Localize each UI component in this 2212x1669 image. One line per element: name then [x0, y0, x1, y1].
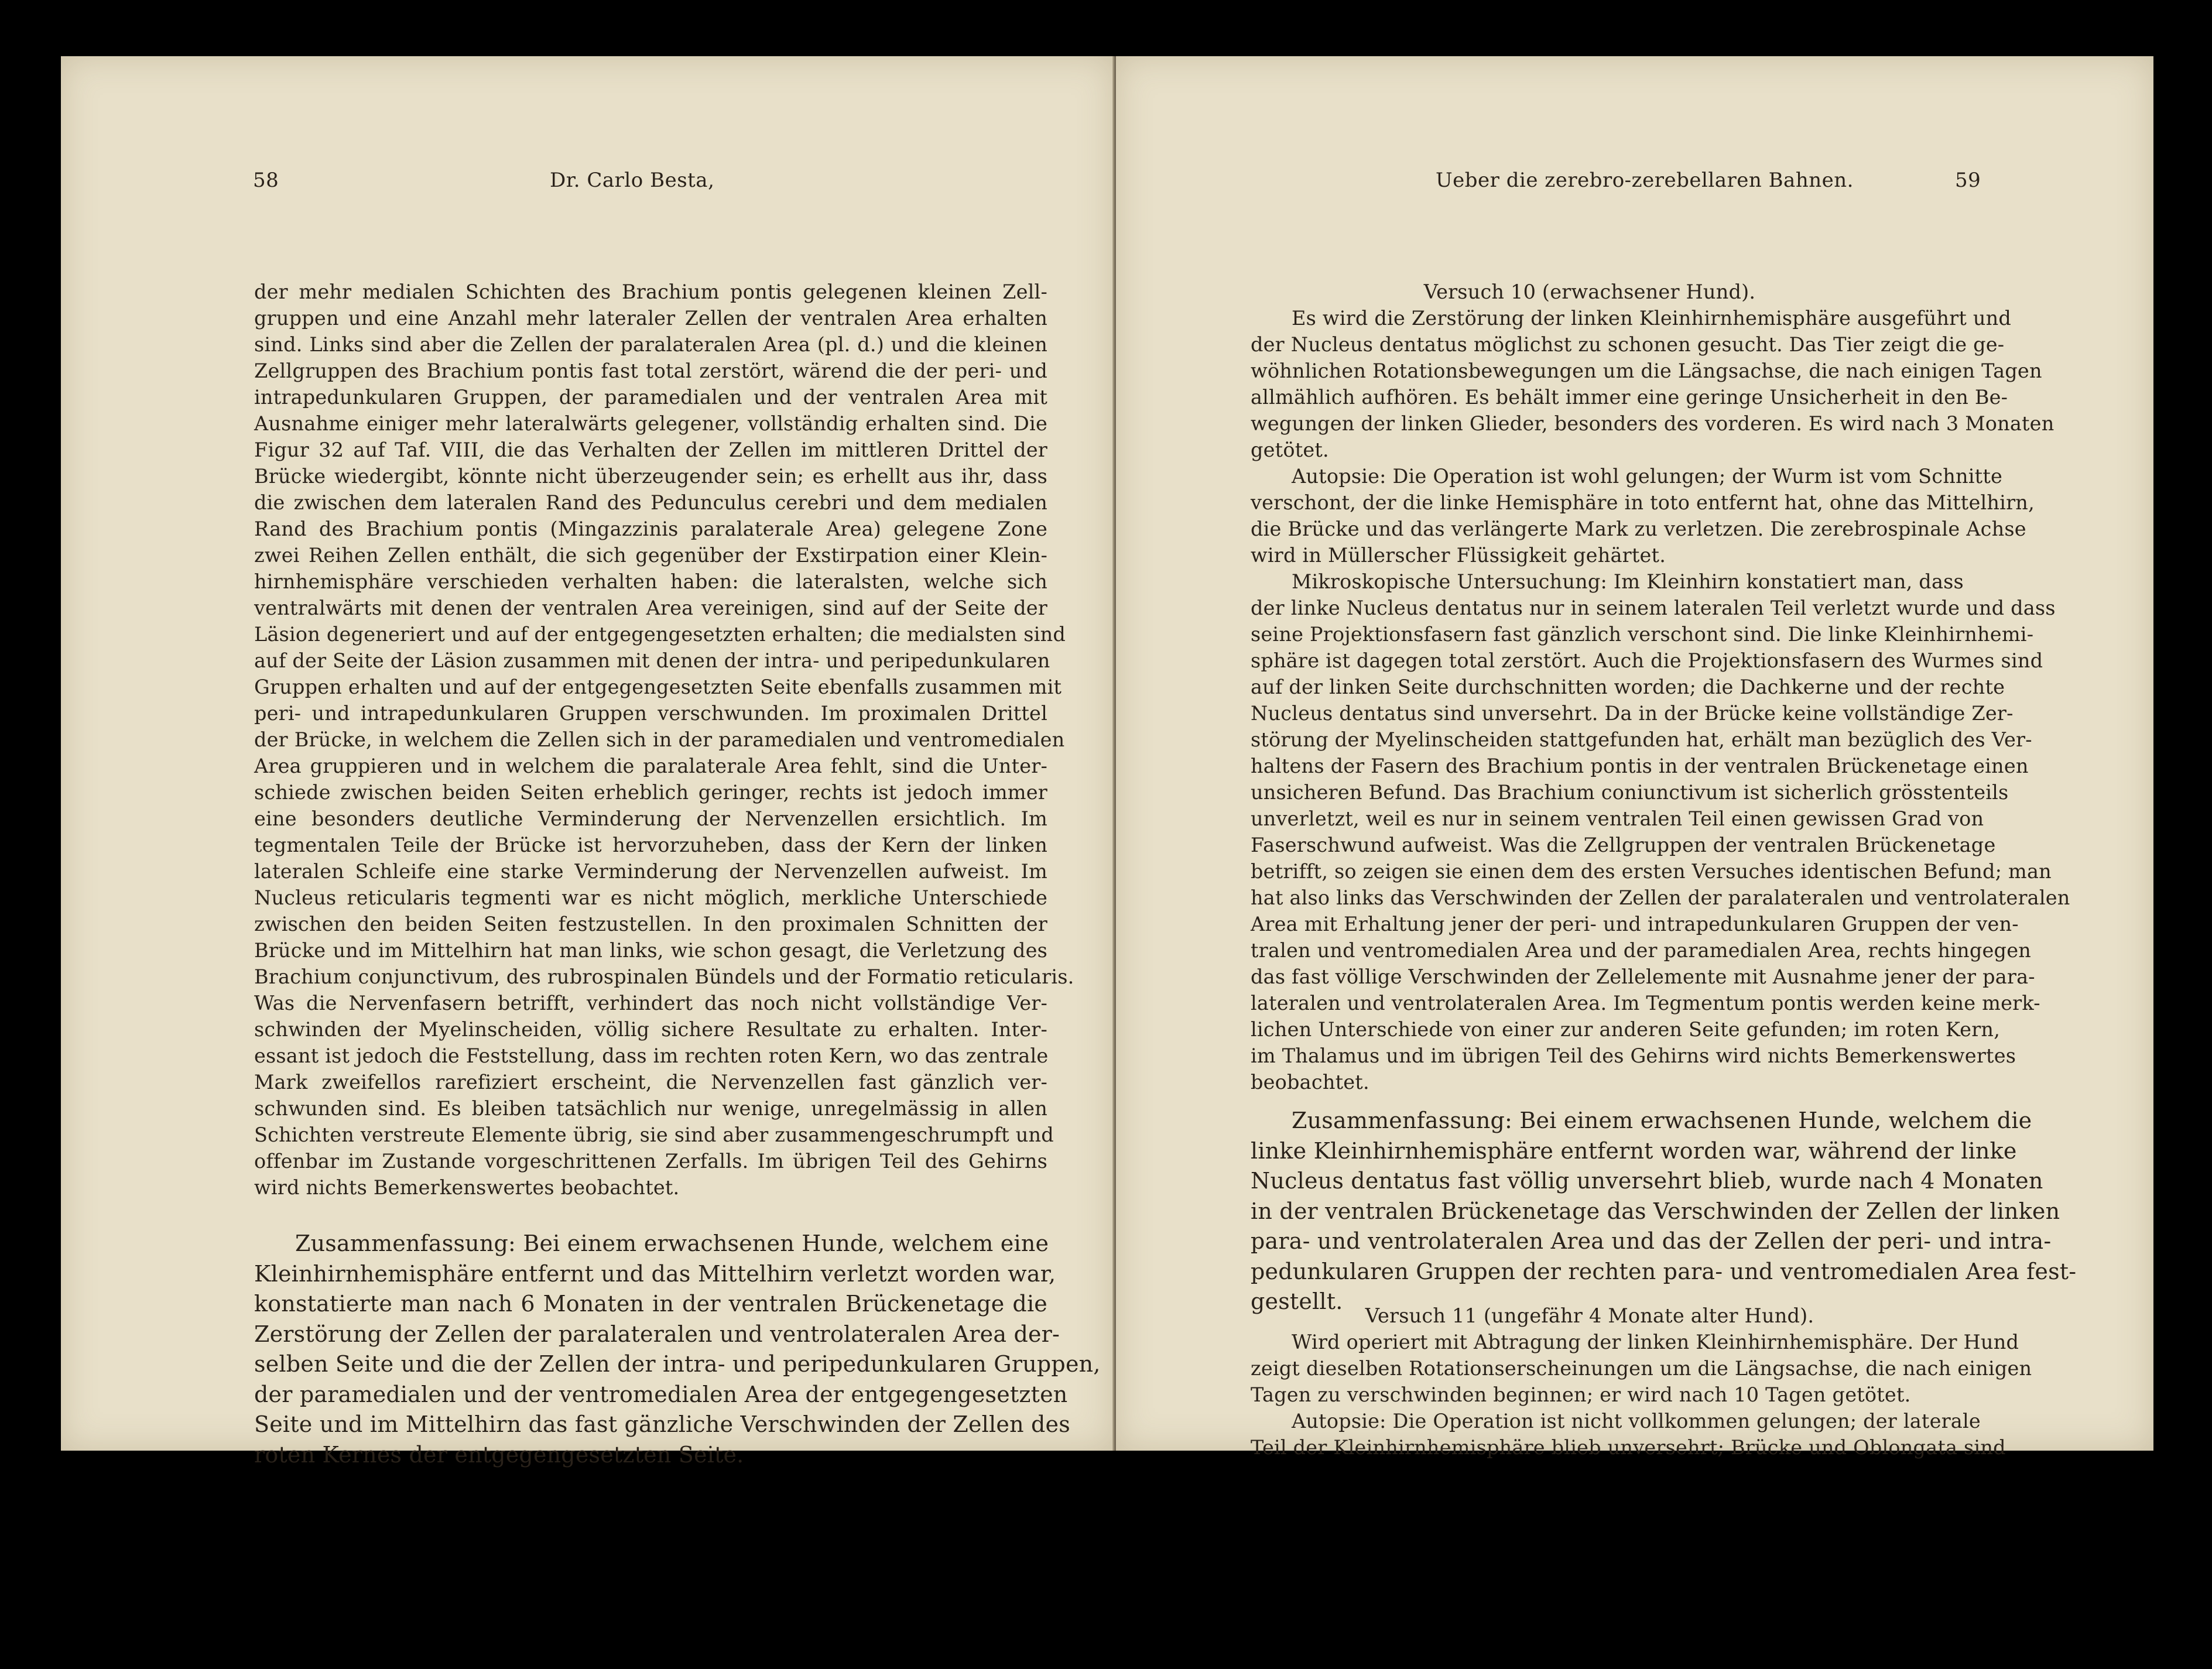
right-page-header — [1116, 169, 2153, 197]
text-line: getötet. — [1251, 438, 1329, 461]
text-line: sind. Links sind aber die Zellen der paralateralen Area (pl. d.) und die kleinen — [254, 333, 1047, 356]
text-line: Teil der Kleinhirnhemisphäre blieb unversehrt; Brücke und Oblongata sind — [1251, 1436, 2006, 1459]
text-line: peri- und intrapedunkularen Gruppen verschwunden. Im proximalen Drittel — [254, 702, 1047, 725]
text-line: lateralen Schleife eine starke Verminderung der Nervenzellen aufweist. Im — [254, 860, 1047, 883]
text-line: Nucleus dentatus fast völlig unversehrt blieb, wurde nach 4 Monaten — [1251, 1168, 2043, 1194]
text-line: Zusammenfassung: Bei einem erwachsenen Hunde, welchem die — [1292, 1108, 2032, 1133]
text-line: haltens der Fasern des Brachium pontis in der ventralen Brückenetage einen — [1251, 755, 2029, 777]
text-line: verschont, der die linke Hemisphäre in toto entfernt hat, ohne das Mittelhirn, — [1251, 491, 2035, 514]
text-line: hat also links das Verschwinden der Zellen der paralateralen und ventrolateralen — [1251, 886, 2070, 909]
text-line: schwunden sind. Es bleiben tatsächlich nur wenige, unregelmässig in allen — [254, 1097, 1047, 1120]
text-line: auf der Seite der Läsion zusammen mit denen der intra- und peripedunkularen — [254, 649, 1050, 672]
text-line: Mikroskopische Untersuchung: Im Kleinhirn konstatiert man, dass — [1292, 570, 1964, 593]
text-line: der Nucleus dentatus möglichst zu schonen gesucht. Das Tier zeigt die ge- — [1251, 333, 2005, 356]
text-line: zwischen den beiden Seiten festzustellen. In den proximalen Schnitten der — [254, 913, 1047, 935]
text-line: störung der Myelinscheiden stattgefunden hat, erhält man bezüglich des Ver- — [1251, 728, 2032, 751]
text-line: essant ist jedoch die Feststellung, dass im rechten roten Kern, wo das zentrale — [254, 1044, 1049, 1067]
text-line: Brücke und im Mittelhirn hat man links, wie schon gesagt, die Verletzung des — [254, 939, 1047, 962]
text-line: Area gruppieren und in welchem die paralaterale Area fehlt, sind die Unter- — [254, 755, 1047, 777]
text-line: Nucleus dentatus sind unversehrt. Da in der Brücke keine vollständige Zer- — [1251, 702, 2014, 725]
left-summary-paragraph — [254, 1229, 1101, 1470]
right-summary-paragraph — [1251, 1106, 2077, 1317]
text-line: Tagen zu verschwinden beginnen; er wird nach 10 Tagen getötet. — [1251, 1383, 1911, 1406]
text-line: im Thalamus und im übrigen Teil des Gehirns wird nichts Bemerkenswertes — [1251, 1044, 2016, 1067]
text-line: hirnhemisphäre verschieden verhalten haben: die lateralsten, welche sich — [254, 570, 1047, 593]
text-line: Läsion degeneriert und auf der entgegengesetzten erhalten; die medialsten sind — [254, 623, 1066, 646]
right-body — [1251, 279, 2070, 1095]
text-line: in der ventralen Brückenetage das Verschwinden der Zellen der linken — [1251, 1198, 2060, 1224]
text-line: wird nichts Bemerkenswertes beobachtet. — [254, 1176, 680, 1199]
left-page-header — [61, 169, 1114, 197]
text-line: Es wird die Zerstörung der linken Kleinhirnhemisphäre ausgeführt und — [1292, 307, 2012, 330]
text-line: seine Projektionsfasern fast gänzlich verschont sind. Die linke Kleinhirnhemi- — [1251, 623, 2034, 646]
page-number: 59 — [1955, 169, 1981, 192]
left-page — [61, 56, 1114, 1468]
text-line: Brachium conjunctivum, des rubrospinalen Bündels und der Formatio reticularis. — [254, 965, 1074, 988]
text-line: die Brücke und das verlängerte Mark zu verletzen. Die zerebrospinale Achse — [1251, 518, 2026, 540]
text-line: unsicheren Befund. Das Brachium coniunctivum ist sicherlich grösstenteils — [1251, 781, 2009, 804]
text-line: lichen Unterschiede von einer zur anderen Seite gefunden; im roten Kern, — [1251, 1018, 2001, 1041]
right-page — [1116, 56, 2153, 1459]
text-line: der Brücke, in welchem die Zellen sich in der paramedialen und ventromedialen — [254, 728, 1065, 751]
text-line: Zellgruppen des Brachium pontis fast total zerstört, wärend die der peri- und — [254, 359, 1047, 382]
text-line: linke Kleinhirnhemisphäre entfernt worden war, während der linke — [1251, 1137, 2017, 1164]
text-line: eine besonders deutliche Verminderung der Nervenzellen ersichtlich. Im — [254, 807, 1047, 830]
text-line: Gruppen erhalten und auf der entgegengesetzten Seite ebenfalls zusammen mit — [254, 676, 1062, 698]
left-body-paragraph — [254, 279, 1074, 1201]
text-line: Area mit Erhaltung jener der peri- und intrapedunkularen Gruppen der ven- — [1251, 913, 2019, 935]
text-line: Autopsie: Die Operation ist wohl gelungen; der Wurm ist vom Schnitte — [1292, 465, 2003, 488]
text-line: allmählich aufhören. Es behält immer eine geringe Unsicherheit in den Be- — [1251, 386, 2008, 409]
text-line: zwei Reihen Zellen enthält, die sich gegenüber der Exstirpation einer Klein- — [254, 544, 1047, 567]
text-line: Was die Nervenfasern betrifft, verhindert das noch nicht vollständige Ver- — [254, 992, 1047, 1015]
text-line: unverletzt, weil es nur in seinem ventralen Teil einen gewissen Grad von — [1251, 807, 1984, 830]
text-line: Seite und im Mittelhirn das fast gänzliche Verschwinden der Zellen des — [254, 1411, 1070, 1437]
text-line: schwinden der Myelinscheiden, völlig sichere Resultate zu erhalten. Inter- — [254, 1018, 1047, 1041]
text-line: Wird operiert mit Abtragung der linken Kleinhirnhemisphäre. Der Hund — [1292, 1331, 2019, 1353]
running-head: Dr. Carlo Besta, — [550, 169, 715, 192]
text-line: wird in Müllerscher Flüssigkeit gehärtet. — [1251, 544, 1666, 567]
text-line: tegmentalen Teile der Brücke ist hervorzuheben, dass der Kern der linken — [254, 834, 1047, 856]
page-number: 58 — [253, 169, 279, 192]
text-line: Kleinhirnhemisphäre entfernt und das Mittelhirn verletzt worden war, — [254, 1260, 1056, 1287]
text-line: offenbar im Zustande vorgeschrittenen Zerfalls. Im übrigen Teil des Gehirns — [254, 1150, 1047, 1173]
text-line: Zusammenfassung: Bei einem erwachsenen Hunde, welchem eine — [295, 1231, 1049, 1256]
text-line: beobachtet. — [1251, 1071, 1369, 1094]
text-line: Faserschwund aufweist. Was die Zellgruppen der ventralen Brückenetage — [1251, 834, 1996, 856]
running-head: Ueber die zerebro-zerebellaren Bahnen. — [1436, 169, 1854, 192]
text-line: wegungen der linken Glieder, besonders des vorderen. Es wird nach 3 Monaten — [1251, 412, 2055, 435]
text-line: konstatierte man nach 6 Monaten in der ventralen Brückenetage die — [254, 1291, 1047, 1317]
text-line: zeigt dieselben Rotationserscheinungen um die Längsachse, die nach einigen — [1251, 1357, 2032, 1380]
text-line: para- und ventrolateralen Area und das der Zellen der peri- und intra- — [1251, 1228, 2052, 1254]
text-line: sphäre ist dagegen total zerstört. Auch die Projektionsfasern des Wurmes sind — [1251, 649, 2043, 672]
text-line: der mehr medialen Schichten des Brachium pontis gelegenen kleinen Zell- — [254, 280, 1047, 303]
text-line: Nucleus reticularis tegmenti war es nicht möglich, merkliche Unterschiede — [254, 886, 1047, 909]
text-line: Figur 32 auf Taf. VIII, die das Verhalten der Zellen im mittleren Drittel der — [254, 438, 1047, 461]
text-line: gruppen und eine Anzahl mehr lateraler Zellen der ventralen Area erhalten — [254, 307, 1047, 330]
text-line: selben Seite und die der Zellen der intra- und peripedunkularen Gruppen, — [254, 1351, 1101, 1377]
text-line: Brücke wiedergibt, könnte nicht überzeugender sein; es erhellt aus ihr, dass — [254, 465, 1047, 488]
text-line: Ausnahme einiger mehr lateralwärts gelegener, vollständig erhalten sind. Die — [254, 412, 1047, 435]
text-line: auf der linken Seite durchschnitten worden; die Dachkerne und der rechte — [1251, 676, 2005, 698]
text-line: schiede zwischen beiden Seiten erheblich geringer, rechts ist jedoch immer — [254, 781, 1047, 804]
experiment-10-text — [1251, 305, 2070, 1095]
text-line: der paramedialen und der ventromedialen Area der entgegengesetzten — [254, 1381, 1068, 1407]
text-line: Zerstörung der Zellen der paralateralen und ventrolateralen Area der- — [254, 1321, 1060, 1347]
text-line: roten Kernes der entgegengesetzten Seite. — [254, 1441, 744, 1468]
text-line: betrifft, so zeigen sie einen dem des ersten Versuches identischen Befund; man — [1251, 860, 2052, 883]
experiment-11-text — [1251, 1329, 2032, 1461]
experiment-11 — [1251, 1303, 2032, 1461]
text-line: Rand des Brachium pontis (Mingazzinis paralaterale Area) gelegene Zone — [254, 518, 1047, 540]
text-line: das fast völlige Verschwinden der Zellelemente mit Ausnahme jener der para- — [1251, 965, 2035, 988]
text-line: Schichten verstreute Elemente übrig, sie sind aber zusammengeschrumpft und — [254, 1123, 1054, 1146]
text-line: Mark zweifellos rarefiziert erscheint, die Nervenzellen fast gänzlich ver- — [254, 1071, 1047, 1094]
text-line: lateralen und ventrolateralen Area. Im Tegmentum pontis werden keine merk- — [1251, 992, 2040, 1015]
text-line: Autopsie: Die Operation ist nicht vollkommen gelungen; der laterale — [1292, 1410, 1981, 1432]
text-line: wöhnlichen Rotationsbewegungen um die Längsachse, die nach einigen Tagen — [1251, 359, 2042, 382]
text-line: ventralwärts mit denen der ventralen Area vereinigen, sind auf der Seite der — [254, 597, 1047, 619]
text-line: gestellt. — [1251, 1288, 1343, 1314]
text-line: pedunkularen Gruppen der rechten para- und ventromedialen Area fest- — [1251, 1258, 2077, 1284]
text-line: tralen und ventromedialen Area und der paramedialen Area, rechts hingegen — [1251, 939, 2031, 962]
text-line: intrapedunkularen Gruppen, der paramedialen und der ventralen Area mit — [254, 386, 1047, 409]
experiment-11-heading: Versuch 11 (ungefähr 4 Monate alter Hund). — [1365, 1304, 1814, 1327]
text-line: der linke Nucleus dentatus nur in seinem lateralen Teil verletzt wurde und dass — [1251, 597, 2056, 619]
experiment-10-heading: Versuch 10 (erwachsener Hund). — [1423, 280, 1756, 303]
text-line: die zwischen dem lateralen Rand des Pedunculus cerebri und dem medialen — [254, 491, 1047, 514]
